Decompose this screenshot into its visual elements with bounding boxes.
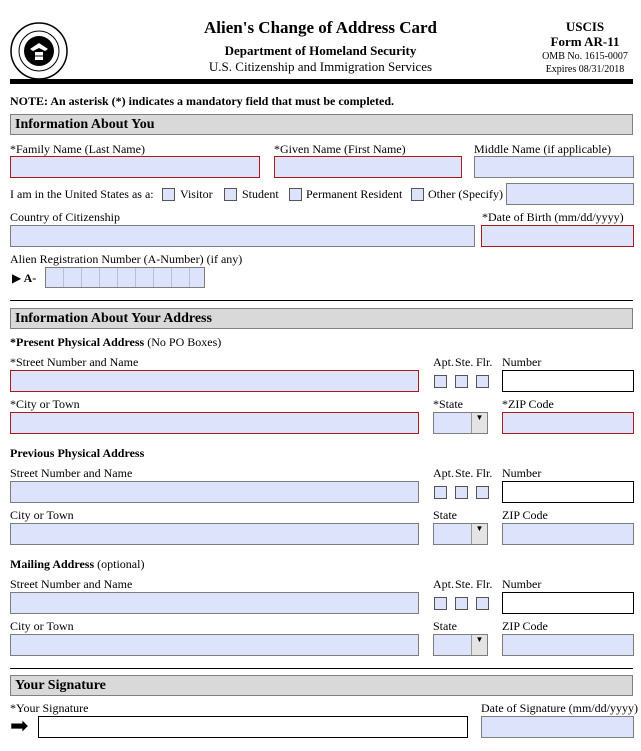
present-zip-label: *ZIP Code	[502, 397, 554, 411]
mailing-state-select[interactable]	[433, 634, 488, 656]
previous-apt-checkbox[interactable]	[434, 486, 447, 499]
status-permanent-resident-checkbox[interactable]	[289, 188, 302, 201]
previous-zip-label: ZIP Code	[502, 508, 548, 522]
present-state-select[interactable]	[433, 412, 488, 434]
present-state-label: *State	[433, 397, 463, 411]
mailing-address-note: (optional)	[94, 557, 145, 571]
given-name-input[interactable]	[274, 156, 462, 178]
form-title: Alien's Change of Address Card	[204, 18, 437, 37]
present-street-input[interactable]	[10, 370, 419, 392]
status-other-specify-input[interactable]	[506, 183, 634, 205]
mailing-flr-label: Flr.	[476, 577, 493, 591]
status-other-checkbox[interactable]	[411, 188, 424, 201]
anumber-label: Alien Registration Number (A-Number) (if any)	[10, 252, 243, 266]
previous-flr-checkbox[interactable]	[476, 486, 489, 499]
anumber-input[interactable]	[45, 267, 205, 288]
mailing-street-label: Street Number and Name	[10, 577, 133, 591]
mailing-number-label: Number	[502, 577, 542, 591]
form-number: Form AR-11	[550, 34, 620, 49]
mailing-city-input[interactable]	[10, 634, 419, 656]
agency-short: USCIS	[565, 19, 605, 34]
present-address-title	[10, 335, 221, 349]
present-street-label: *Street Number and Name	[10, 355, 139, 369]
present-zip-input[interactable]	[502, 412, 634, 434]
mailing-flr-checkbox[interactable]	[476, 597, 489, 610]
section-heading-about-you: Information About You	[10, 114, 633, 135]
status-visitor-label: Visitor	[180, 187, 213, 201]
mailing-ste-label: Ste.	[455, 577, 474, 591]
present-flr-label: Flr.	[476, 355, 493, 369]
previous-street-input[interactable]	[10, 481, 419, 503]
chevron-down-icon[interactable]: ▼	[471, 413, 487, 433]
present-address-title-text: *Present Physical Address	[10, 335, 145, 349]
previous-ste-label: Ste.	[455, 466, 474, 480]
present-apt-checkbox[interactable]	[434, 375, 447, 388]
present-city-label: *City or Town	[10, 397, 80, 411]
signature-input[interactable]	[38, 716, 468, 738]
previous-address-title: Previous Physical Address	[10, 446, 145, 460]
status-student-label: Student	[242, 187, 279, 201]
previous-number-label: Number	[502, 466, 542, 480]
mailing-apt-label: Apt.	[433, 577, 454, 591]
previous-apt-label: Apt.	[433, 466, 454, 480]
country-label: Country of Citizenship	[10, 210, 120, 224]
present-apt-label: Apt.	[433, 355, 454, 369]
previous-city-label: City or Town	[10, 508, 74, 522]
divider-2	[10, 668, 633, 669]
present-city-input[interactable]	[10, 412, 419, 434]
present-flr-checkbox[interactable]	[476, 375, 489, 388]
previous-street-label: Street Number and Name	[10, 466, 133, 480]
agency-name: U.S. Citizenship and Immigration Services	[208, 59, 433, 74]
omb-number: OMB No. 1615-0007	[542, 51, 628, 62]
mailing-ste-checkbox[interactable]	[455, 597, 468, 610]
header-divider	[10, 79, 633, 84]
family-name-label: *Family Name (Last Name)	[10, 142, 145, 156]
status-other-label: Other (Specify)	[428, 187, 503, 201]
mailing-address-title	[10, 557, 144, 571]
present-number-input[interactable]	[502, 370, 634, 392]
anumber-prefix: ▶ A-	[12, 271, 37, 285]
present-address-note: (No PO Boxes)	[144, 335, 222, 349]
signature-label: *Your Signature	[10, 701, 89, 715]
previous-state-label: State	[433, 508, 457, 522]
divider-1	[10, 300, 633, 301]
country-input[interactable]	[10, 225, 475, 247]
present-ste-checkbox[interactable]	[455, 375, 468, 388]
status-visitor-checkbox[interactable]	[162, 188, 175, 201]
middle-name-label: Middle Name (if applicable)	[474, 142, 611, 156]
section-heading-signature: Your Signature	[10, 675, 633, 696]
mailing-number-input[interactable]	[502, 592, 634, 614]
dob-label: *Date of Birth (mm/dd/yyyy)	[482, 210, 624, 224]
signature-date-input[interactable]	[481, 716, 634, 738]
previous-number-input[interactable]	[502, 481, 634, 503]
status-prompt: I am in the United States as a:	[10, 187, 154, 201]
section-heading-address: Information About Your Address	[10, 308, 633, 329]
mailing-zip-label: ZIP Code	[502, 619, 548, 633]
chevron-down-icon[interactable]: ▼	[471, 524, 487, 544]
mailing-street-input[interactable]	[10, 592, 419, 614]
previous-state-select[interactable]	[433, 523, 488, 545]
arrow-right-icon: ➡	[10, 714, 29, 739]
previous-city-input[interactable]	[10, 523, 419, 545]
expiration-date: Expires 08/31/2018	[545, 64, 625, 75]
mailing-address-title-text: Mailing Address	[10, 557, 95, 571]
mandatory-note: NOTE: An asterisk (*) indicates a mandatory field that must be completed.	[10, 94, 394, 108]
mailing-zip-input[interactable]	[502, 634, 634, 656]
family-name-input[interactable]	[10, 156, 260, 178]
present-ste-label: Ste.	[455, 355, 474, 369]
mailing-state-label: State	[433, 619, 457, 633]
dob-input[interactable]	[481, 225, 634, 247]
present-number-label: Number	[502, 355, 542, 369]
mailing-city-label: City or Town	[10, 619, 74, 633]
middle-name-input[interactable]	[474, 156, 634, 178]
status-permanent-resident-label: Permanent Resident	[306, 187, 403, 201]
previous-flr-label: Flr.	[476, 466, 493, 480]
chevron-down-icon[interactable]: ▼	[471, 635, 487, 655]
status-student-checkbox[interactable]	[224, 188, 237, 201]
mailing-apt-checkbox[interactable]	[434, 597, 447, 610]
signature-date-label: Date of Signature (mm/dd/yyyy)	[481, 701, 638, 715]
previous-zip-input[interactable]	[502, 523, 634, 545]
given-name-label: *Given Name (First Name)	[274, 142, 406, 156]
department-name: Department of Homeland Security	[224, 43, 417, 58]
previous-ste-checkbox[interactable]	[455, 486, 468, 499]
